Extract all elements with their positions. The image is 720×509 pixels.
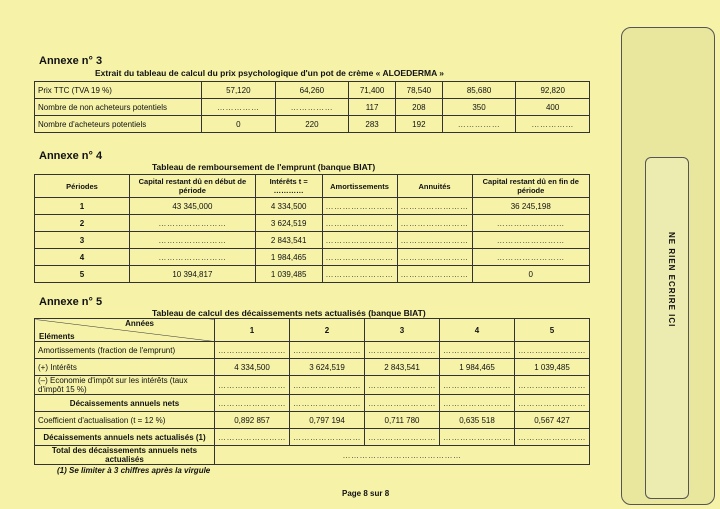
- table-row: [35, 359, 590, 376]
- table-cell: 1 039,485: [515, 359, 590, 376]
- table-cell: 1 039,485: [255, 266, 322, 283]
- table-row: [35, 395, 590, 412]
- table-cell: ……………………: [365, 395, 440, 412]
- table-cell: 0,797 194: [290, 412, 365, 429]
- table-cell: ……………………: [472, 249, 589, 266]
- row-label: Coefficient d'actualisation (t = 12 %): [35, 412, 215, 429]
- table-cell: 192: [395, 116, 442, 133]
- table-row: [35, 82, 590, 99]
- table-cell: ……………………: [215, 376, 290, 395]
- year-header: 1: [215, 319, 290, 342]
- year-header: 5: [515, 319, 590, 342]
- table-cell: ……………………: [290, 429, 365, 446]
- table-cell: 283: [349, 116, 396, 133]
- table-cell: 78,540: [395, 82, 442, 99]
- table-cell: ……………………: [515, 376, 590, 395]
- table-cell: ……………………: [215, 395, 290, 412]
- table-header-row: [35, 319, 590, 342]
- table-cell: ……………………: [322, 215, 397, 232]
- table-cell: ……………………: [515, 342, 590, 359]
- row-label: (+) Intérêts: [35, 359, 215, 376]
- table-row: [35, 249, 590, 266]
- table-cell: 4 334,500: [255, 198, 322, 215]
- row-label: Nombre de non acheteurs potentiels: [35, 99, 202, 116]
- table-cell: 0,635 518: [440, 412, 515, 429]
- year-header: 4: [440, 319, 515, 342]
- table-cell: ……………: [516, 116, 590, 133]
- table-cell: 400: [516, 99, 590, 116]
- table-cell: 85,680: [442, 82, 516, 99]
- do-not-write-label: NE RIEN ECRIRE ICI: [667, 232, 676, 328]
- table-cell: 4 334,500: [215, 359, 290, 376]
- table-cell: ……………………: [515, 395, 590, 412]
- row-label: Décaissements annuels nets actualisés (1): [35, 429, 215, 446]
- total-row: [35, 446, 590, 465]
- table-cell: ……………………: [130, 232, 256, 249]
- table-cell: 3 624,519: [290, 359, 365, 376]
- table-row: [35, 99, 590, 116]
- table-cell: ……………………: [472, 232, 589, 249]
- table-cell: 57,120: [202, 82, 276, 99]
- table-cell: 5: [35, 266, 130, 283]
- corner-header: [35, 319, 215, 342]
- table-cell: 36 245,198: [472, 198, 589, 215]
- table-row: [35, 266, 590, 283]
- total-label: Total des décaissements annuels nets actualisés: [35, 446, 215, 465]
- table-cell: ……………: [202, 99, 276, 116]
- table-cell: ……………………: [365, 429, 440, 446]
- table-cell: 350: [442, 99, 516, 116]
- table-cell: ……………………: [440, 395, 515, 412]
- corner-elements-label: Eléments: [39, 332, 75, 341]
- table-cell: ……………………: [322, 232, 397, 249]
- annexe3-table: [34, 81, 590, 133]
- table-cell: ……………………: [397, 232, 472, 249]
- table-cell: ……………………: [130, 249, 256, 266]
- table-cell: ……………………: [397, 266, 472, 283]
- table-cell: ……………………: [322, 198, 397, 215]
- table-cell: 10 394,817: [130, 266, 256, 283]
- annexe4-table: [34, 174, 590, 283]
- table-cell: 1: [35, 198, 130, 215]
- table-cell: 2: [35, 215, 130, 232]
- table-cell: 0: [202, 116, 276, 133]
- column-header: Périodes: [35, 175, 130, 198]
- table-row: [35, 232, 590, 249]
- table-cell: 43 345,000: [130, 198, 256, 215]
- table-cell: 3: [35, 232, 130, 249]
- annexe4-title: Annexe n° 4: [39, 150, 103, 162]
- annexe5-note: (1) Se limiter à 3 chiffres après la virgule: [57, 466, 211, 475]
- table-cell: ……………………: [290, 376, 365, 395]
- table-cell: 0: [472, 266, 589, 283]
- table-row: [35, 342, 590, 359]
- table-row: [35, 198, 590, 215]
- table-cell: 71,400: [349, 82, 396, 99]
- table-cell: ……………………: [290, 395, 365, 412]
- table-row: [35, 429, 590, 446]
- do-not-write-box: [645, 157, 689, 499]
- table-cell: 208: [395, 99, 442, 116]
- table-cell: 0,567 427: [515, 412, 590, 429]
- row-label: Prix TTC (TVA 19 %): [35, 82, 202, 99]
- table-cell: ……………………: [130, 215, 256, 232]
- table-cell: 117: [349, 99, 396, 116]
- table-cell: ……………………: [440, 376, 515, 395]
- table-cell: ……………: [442, 116, 516, 133]
- table-cell: ……………………: [215, 342, 290, 359]
- page-number: Page 8 sur 8: [342, 489, 390, 498]
- table-cell: ……………………: [290, 342, 365, 359]
- table-cell: ……………………: [322, 266, 397, 283]
- table-cell: ……………: [275, 99, 349, 116]
- corner-years-label: Années: [125, 319, 154, 328]
- table-cell: ……………………: [440, 342, 515, 359]
- row-label: Nombre d'acheteurs potentiels: [35, 116, 202, 133]
- annexe3-caption: Extrait du tableau de calcul du prix psychologique d'un pot de crème « ALOEDERMA »: [95, 68, 445, 78]
- year-header: 2: [290, 319, 365, 342]
- table-cell: ……………………: [365, 342, 440, 359]
- table-cell: ……………………: [397, 198, 472, 215]
- table-cell: ……………………: [397, 249, 472, 266]
- table-cell: ……………………: [215, 429, 290, 446]
- table-cell: 64,260: [275, 82, 349, 99]
- year-header: 3: [365, 319, 440, 342]
- table-cell: 2 843,541: [365, 359, 440, 376]
- table-cell: ……………………: [322, 249, 397, 266]
- row-label: Amortissements (fraction de l'emprunt): [35, 342, 215, 359]
- table-row: [35, 215, 590, 232]
- table-cell: ……………………: [397, 215, 472, 232]
- table-cell: ……………………: [472, 215, 589, 232]
- table-row: [35, 376, 590, 395]
- table-cell: 2 843,541: [255, 232, 322, 249]
- table-cell: ……………………: [515, 429, 590, 446]
- table-cell: ……………………: [440, 429, 515, 446]
- table-cell: ……………………: [365, 376, 440, 395]
- column-header: Amortissements: [322, 175, 397, 198]
- table-cell: 1 984,465: [440, 359, 515, 376]
- annexe4-caption: Tableau de remboursement de l'emprunt (banque BIAT): [152, 162, 376, 172]
- row-label: (–) Economie d'impôt sur les intérêts (taux d'impôt 15 %): [35, 376, 215, 395]
- column-header: Capital restant dû en début de période: [130, 175, 256, 198]
- table-header-row: [35, 175, 590, 198]
- table-row: [35, 116, 590, 133]
- table-cell: 3 624,519: [255, 215, 322, 232]
- row-label: Décaissements annuels nets: [35, 395, 215, 412]
- annexe3-title: Annexe n° 3: [39, 55, 103, 67]
- column-header: Intérêts t = …………: [255, 175, 322, 198]
- table-cell: 0,892 857: [215, 412, 290, 429]
- annexe5-table: [34, 318, 590, 465]
- total-value: ……………………………………: [215, 446, 590, 465]
- annexe5-title: Annexe n° 5: [39, 296, 103, 308]
- table-cell: 0,711 780: [365, 412, 440, 429]
- table-cell: 92,820: [516, 82, 590, 99]
- column-header: Capital restant dû en fin de période: [472, 175, 589, 198]
- table-cell: 220: [275, 116, 349, 133]
- column-header: Annuités: [397, 175, 472, 198]
- annexe5-caption: Tableau de calcul des décaissements nets actualisés (banque BIAT): [152, 308, 426, 318]
- table-row: [35, 412, 590, 429]
- table-cell: 4: [35, 249, 130, 266]
- table-cell: 1 984,465: [255, 249, 322, 266]
